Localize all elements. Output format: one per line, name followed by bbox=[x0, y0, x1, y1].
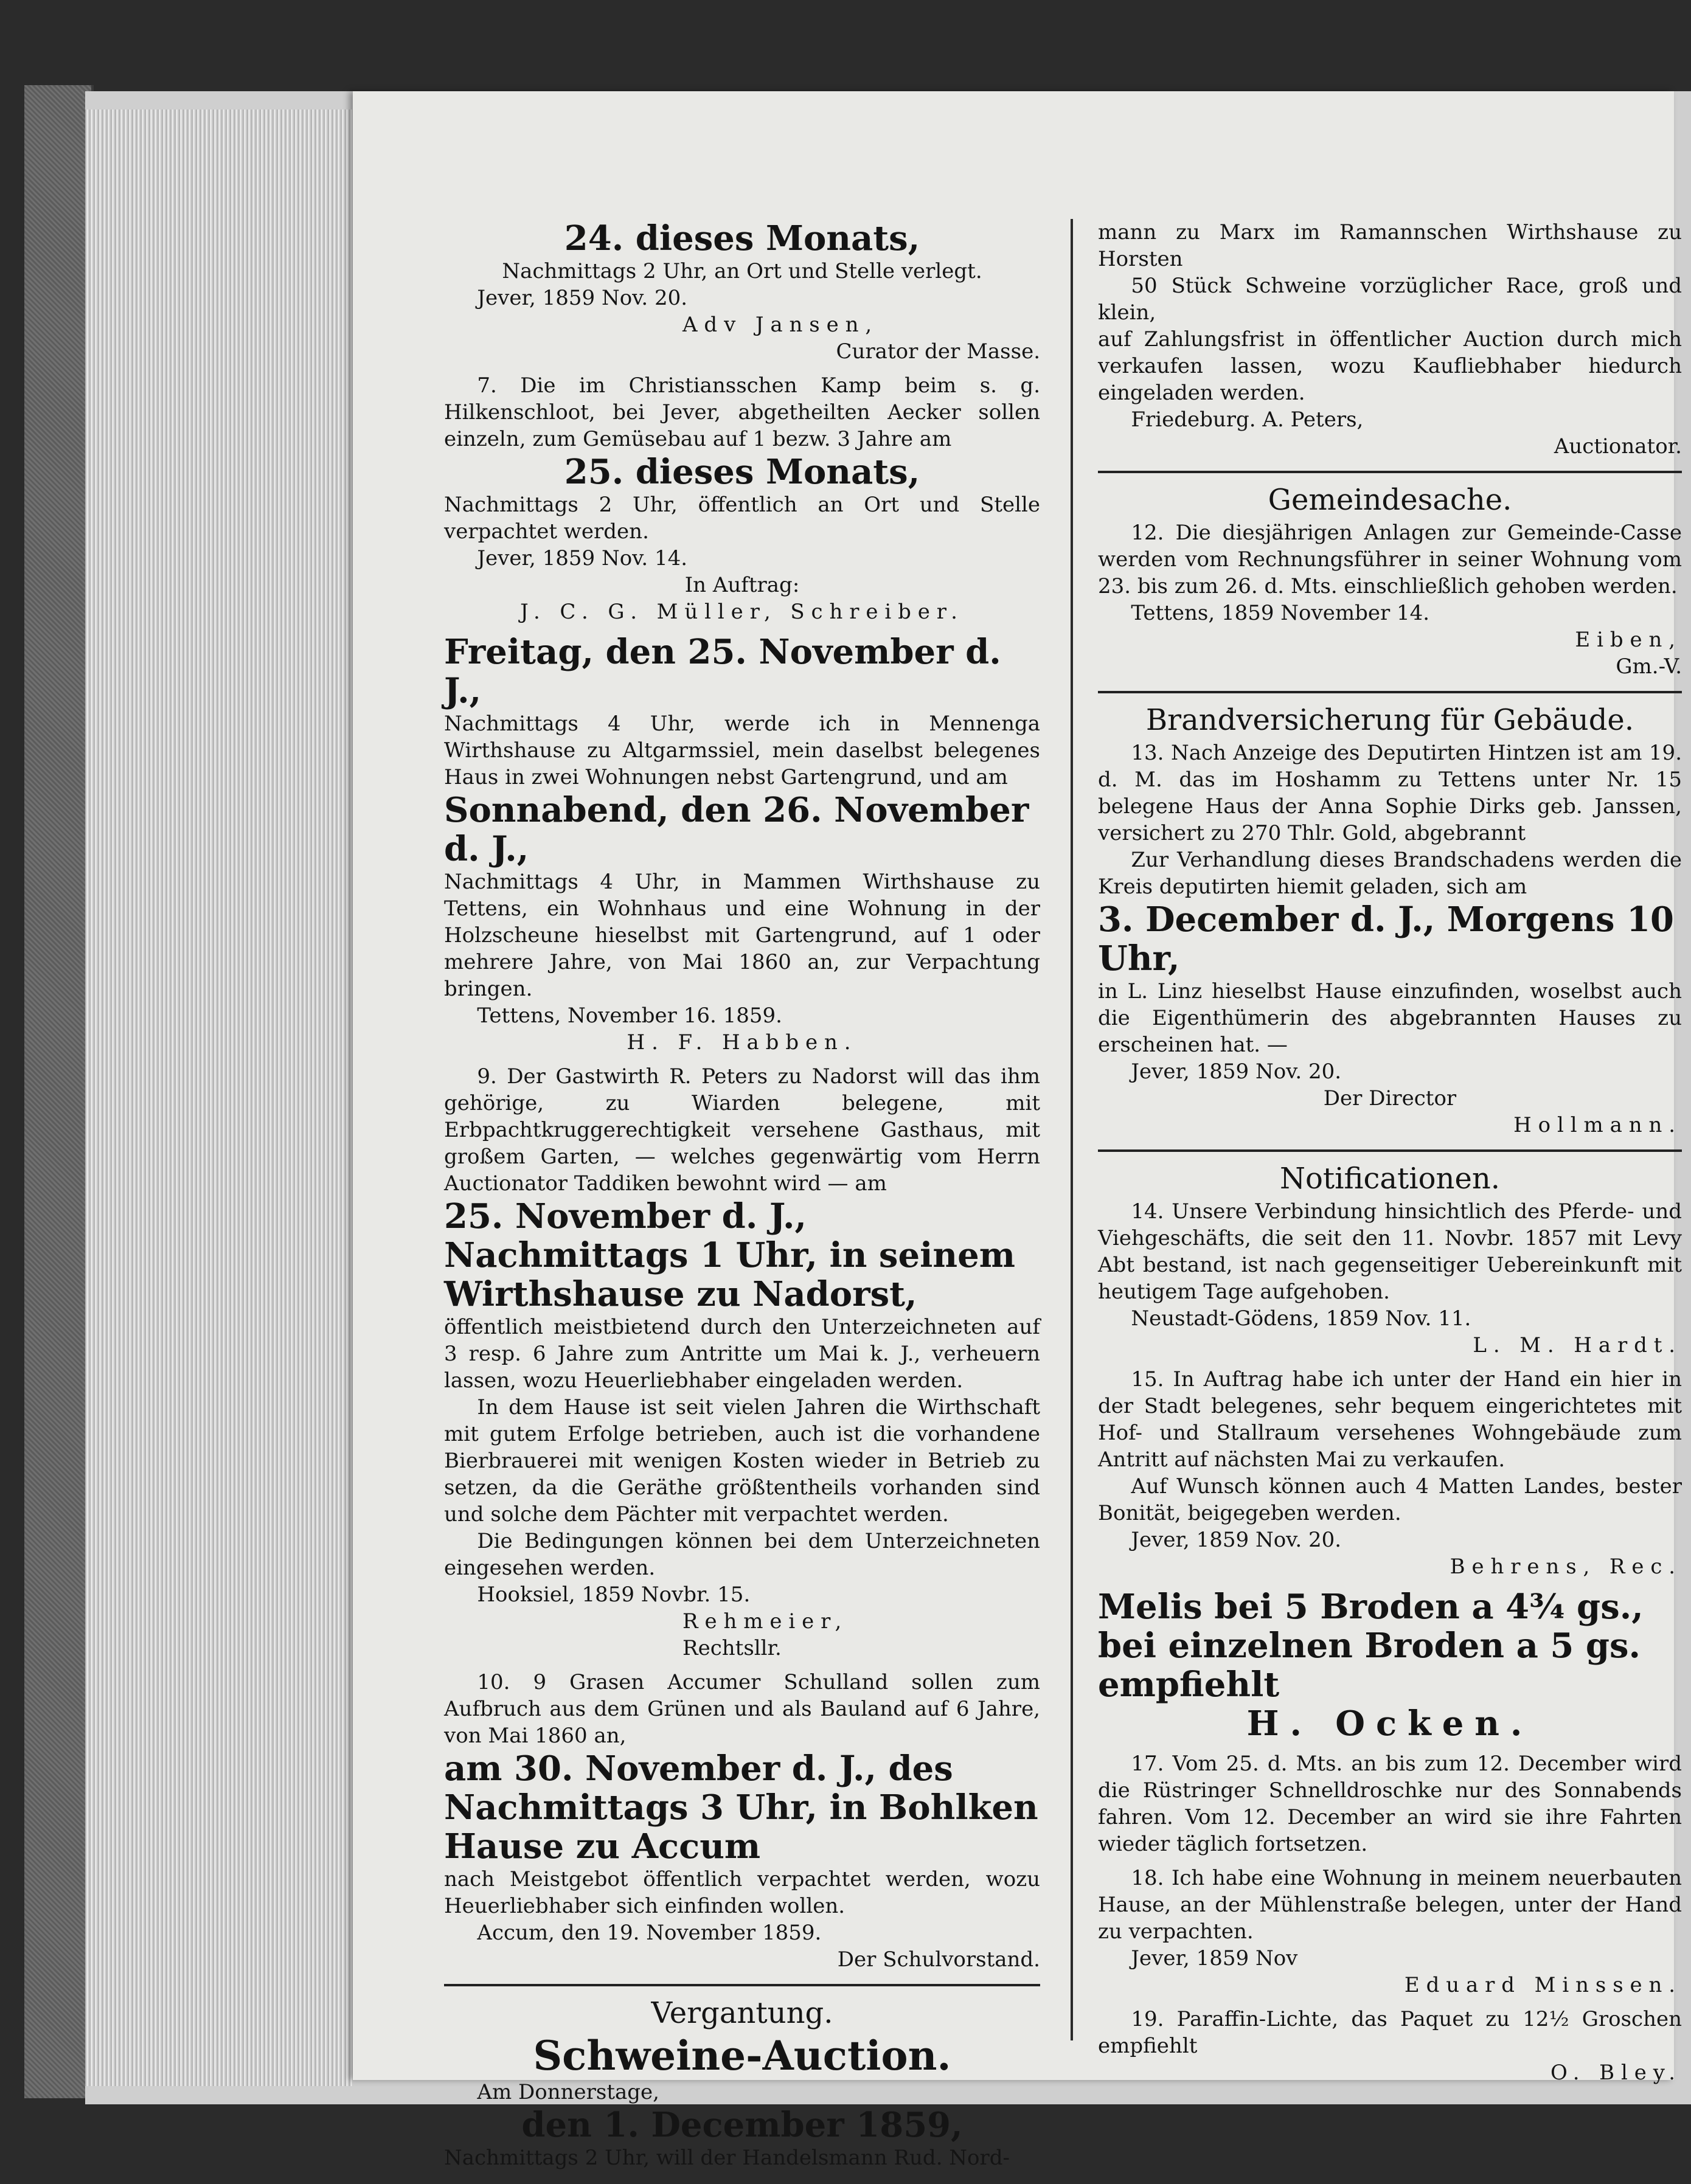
notice-text: Zur Verhandlung dieses Brandschadens werden die Kreis deputirten hiemit geladen, sich am bbox=[1098, 848, 1682, 899]
notice-text: auf Zahlungsfrist in öffentlicher Auction durch mich verkaufen lassen, wozu Kaufliebhaber hiedurch eingeladen werden. bbox=[1098, 327, 1682, 405]
signature: H. F. Habben. bbox=[627, 1030, 858, 1055]
notice-text: nach Meistgebot öffentlich verpachtet werden, wozu Heuerliebhaber sich einfinden wollen. bbox=[444, 1867, 1040, 1918]
date-heading: 24. dieses Monats, bbox=[564, 218, 920, 258]
advert-heading: Melis bei 5 Broden a 4¾ gs., bei einzelnen Broden a 5 gs. empfiehlt bbox=[1098, 1587, 1644, 1705]
place-date: Neustadt-Gödens, 1859 Nov. 11. bbox=[1131, 1306, 1471, 1331]
notice-text: in L. Linz hieselbst Hause einzufinden, woselbst auch die Eigenthümerin des abgebrannten Hauses zu erscheinen hat. — bbox=[1098, 979, 1682, 1057]
notice-text: Nachmittags 2 Uhr, will der Handelsmann Rud. Nord- bbox=[444, 2146, 1010, 2170]
place-date: Hooksiel, 1859 Novbr. 15. bbox=[477, 1583, 751, 1607]
notice-text: 12. Die diesjährigen Anlagen zur Gemeinde-Casse werden vom Rechnungsführer in seiner Wohnung vom 23. bis zum 26. d. Mts. einschließlich gehoben werden. bbox=[1098, 521, 1682, 598]
book-cover bbox=[24, 85, 94, 2098]
advert-signature: H. Ocken. bbox=[1246, 1704, 1533, 1744]
notice-text: Nachmittags 4 Uhr, in Mammen Wirthshause zu Tettens, ein Wohnhaus und eine Wohnung in der Holzscheune hieselbst mit Gartengrund, auf 1 oder mehrere Jahre, von Mai 1860 an, zur Verpachtung bringen. bbox=[444, 870, 1040, 1001]
section-heading: Vergantung. bbox=[651, 1996, 833, 2030]
signature-title: Gm.-V. bbox=[1616, 654, 1682, 679]
notice-text: Auf Wunsch können auch 4 Matten Landes, bester Bonität, beigegeben werden. bbox=[1098, 1474, 1682, 1525]
notice-text: Am Donnerstage, bbox=[477, 2080, 659, 2104]
notice-text: öffentlich meistbietend durch den Unterzeichneten auf 3 resp. 6 Jahre zum Antritte um Mai k. J., verheuern lassen, wozu Heuerliebhaber eingeladen werden. bbox=[444, 1315, 1040, 1393]
signature: O. Bley. bbox=[1550, 2061, 1682, 2085]
date-heading: Freitag, den 25. November d. J., bbox=[444, 632, 1001, 711]
signature: Rehmeier, bbox=[682, 1609, 849, 1634]
notice-text: 50 Stück Schweine vorzüglicher Race, groß und klein, bbox=[1098, 274, 1682, 325]
notice-text: 13. Nach Anzeige des Deputirten Hintzen ist am 19. d. M. das im Hoshamm zu Tettens unter Nr. 15 belegene Haus der Anna Sophie Dirks geb. Janssen, versichert zu 270 Thlr. Gold, abgebrannt bbox=[1098, 741, 1682, 845]
left-column bbox=[444, 219, 1040, 2171]
signature: Eduard Minssen. bbox=[1404, 1973, 1682, 1997]
spacer bbox=[1098, 1999, 1682, 2006]
signature-title: Auctionator. bbox=[1554, 434, 1682, 459]
signature: Eiben, bbox=[1575, 628, 1682, 652]
signature: Friedeburg. A. Peters, bbox=[1131, 407, 1364, 432]
place-date: Jever, 1859 Nov bbox=[1131, 1946, 1298, 1971]
signature: L. M. Hardt. bbox=[1473, 1333, 1682, 1357]
place-date: Tettens, November 16. 1859. bbox=[477, 1004, 782, 1028]
spacer bbox=[444, 1056, 1040, 1063]
spacer bbox=[1098, 1857, 1682, 1865]
section-heading: Gemeindesache. bbox=[1268, 483, 1512, 517]
signature: Der Schulvorstand. bbox=[837, 1947, 1040, 1972]
notice-text: Die Bedingungen können bei dem Unterzeichneten eingesehen werden. bbox=[444, 1529, 1040, 1580]
notice-text: Nachmittags 2 Uhr, öffentlich an Ort und Stelle verpachtet werden. bbox=[444, 493, 1040, 544]
date-heading: 3. December d. J., Morgens 10 Uhr, bbox=[1098, 900, 1674, 979]
auction-heading: Schweine-Auction. bbox=[533, 2032, 951, 2079]
place-date: Tettens, 1859 November 14. bbox=[1131, 601, 1430, 625]
column-rule bbox=[1071, 219, 1073, 2040]
date-heading: Sonnabend, den 26. November d. J., bbox=[444, 790, 1029, 869]
signature-note: In Auftrag: bbox=[684, 573, 800, 597]
signature-title: Rechtsllr. bbox=[682, 1636, 782, 1660]
notice-text: mann zu Marx im Ramannschen Wirthshause zu Horsten bbox=[1098, 220, 1682, 271]
notice-text: Nachmittags 4 Uhr, werde ich in Mennenga Wirthshause zu Altgarmssiel, mein daselbst belegenes Haus in zwei Wohnungen nebst Gartengrund, und am bbox=[444, 712, 1040, 789]
signature: Hollmann. bbox=[1513, 1113, 1682, 1137]
spacer bbox=[444, 1662, 1040, 1669]
notice-text: 19. Paraffin-Lichte, das Paquet zu 12½ Groschen empfiehlt bbox=[1098, 2007, 1682, 2058]
section-heading: Brandversicherung für Gebäude. bbox=[1145, 703, 1634, 737]
signature: Behrens, Rec. bbox=[1450, 1555, 1682, 1579]
spacer bbox=[1098, 1359, 1682, 1366]
signature: Adv Jansen, bbox=[682, 313, 879, 337]
date-heading: am 30. November d. J., des Nachmittags 3 Uhr, in Bohlken Hause zu Accum bbox=[444, 1749, 1038, 1867]
spacer bbox=[444, 365, 1040, 372]
page-edges bbox=[85, 109, 353, 2086]
notice-text: 10. 9 Grasen Accumer Schulland sollen zum Aufbruch aus dem Grünen und als Bauland auf 6 Jahre, von Mai 1860 an, bbox=[444, 1670, 1040, 1748]
date-heading: den 1. December 1859, bbox=[521, 2105, 963, 2145]
date-heading: 25. November d. J., Nachmittags 1 Uhr, in seinem Wirthshause zu Nadorst, bbox=[444, 1196, 1015, 1314]
place-date: Jever, 1859 Nov. 20. bbox=[1131, 1528, 1342, 1552]
signature-title: Curator der Masse. bbox=[836, 339, 1040, 364]
notice-text: 7. Die im Christiansschen Kamp beim s. g. Hilkenschloot, bei Jever, abgetheilten Aecker sollen einzeln, zum Gemüsebau auf 1 bezw. 3 Jahre am bbox=[444, 373, 1040, 451]
date-heading: 25. dieses Monats, bbox=[564, 452, 920, 492]
notice-text: 9. Der Gastwirth R. Peters zu Nadorst will das ihm gehörige, zu Wiarden belegene, mit Erbpachtkruggerechtigkeit versehene Gasthaus, mit großem Garten, — welches gegenwärtig vom Herrn Auctionator Taddiken bewohnt wird — am bbox=[444, 1064, 1040, 1196]
section-rule bbox=[444, 1984, 1040, 1986]
place-date: Jever, 1859 Nov. 20. bbox=[1131, 1059, 1342, 1084]
signature: J. C. G. Müller, Schreiber. bbox=[520, 600, 964, 624]
section-rule bbox=[1098, 1149, 1682, 1152]
section-rule bbox=[1098, 691, 1682, 693]
place-date: Jever, 1859 Nov. 20. bbox=[477, 286, 688, 310]
notice-text: In dem Hause ist seit vielen Jahren die Wirthschaft mit gutem Erfolge betrieben, auch ist die vorhandene Bierbrauerei mit wenigen Kosten wieder in Betrieb zu setzen, da die Geräthe größtentheils vorhanden sind und solche dem Pächter mit verpachtet werden. bbox=[444, 1395, 1040, 1527]
newspaper-page bbox=[353, 91, 1682, 2170]
section-heading: Notificationen. bbox=[1279, 1162, 1501, 1196]
notice-text: 17. Vom 25. d. Mts. an bis zum 12. December wird die Rüstringer Schnelldroschke nur des Sonnabends fahren. Vom 12. December an wird sie ihre Fahrten wieder täglich fortsetzen. bbox=[1098, 1752, 1682, 1856]
notice-text: 14. Unsere Verbindung hinsichtlich des Pferde- und Viehgeschäfts, die seit den 11. Novbr. 1857 mit Levy Abt bestand, ist nach gegenseitiger Uebereinkunft mit heutigem Tage aufgehoben. bbox=[1098, 1199, 1682, 1304]
notice-text: Nachmittags 2 Uhr, an Ort und Stelle verlegt. bbox=[502, 259, 982, 283]
notice-text: 18. Ich habe eine Wohnung in meinem neuerbauten Hause, an der Mühlenstraße belegen, unter der Hand zu verpachten. bbox=[1098, 1866, 1682, 1944]
signature-title: Der Director bbox=[1323, 1086, 1457, 1111]
place-date: Jever, 1859 Nov. 14. bbox=[477, 546, 688, 570]
notice-text: 15. In Auftrag habe ich unter der Hand ein hier in der Stadt belegenes, sehr bequem eingerichtetes mit Hof- und Stallraum versehenes Wohngebäude zum Antritt auf nächsten Mai zu verkaufen. bbox=[1098, 1367, 1682, 1472]
section-rule bbox=[1098, 471, 1682, 473]
right-column bbox=[1098, 219, 1682, 2086]
spacer bbox=[1098, 1743, 1682, 1750]
place-date: Accum, den 19. November 1859. bbox=[477, 1921, 822, 1945]
